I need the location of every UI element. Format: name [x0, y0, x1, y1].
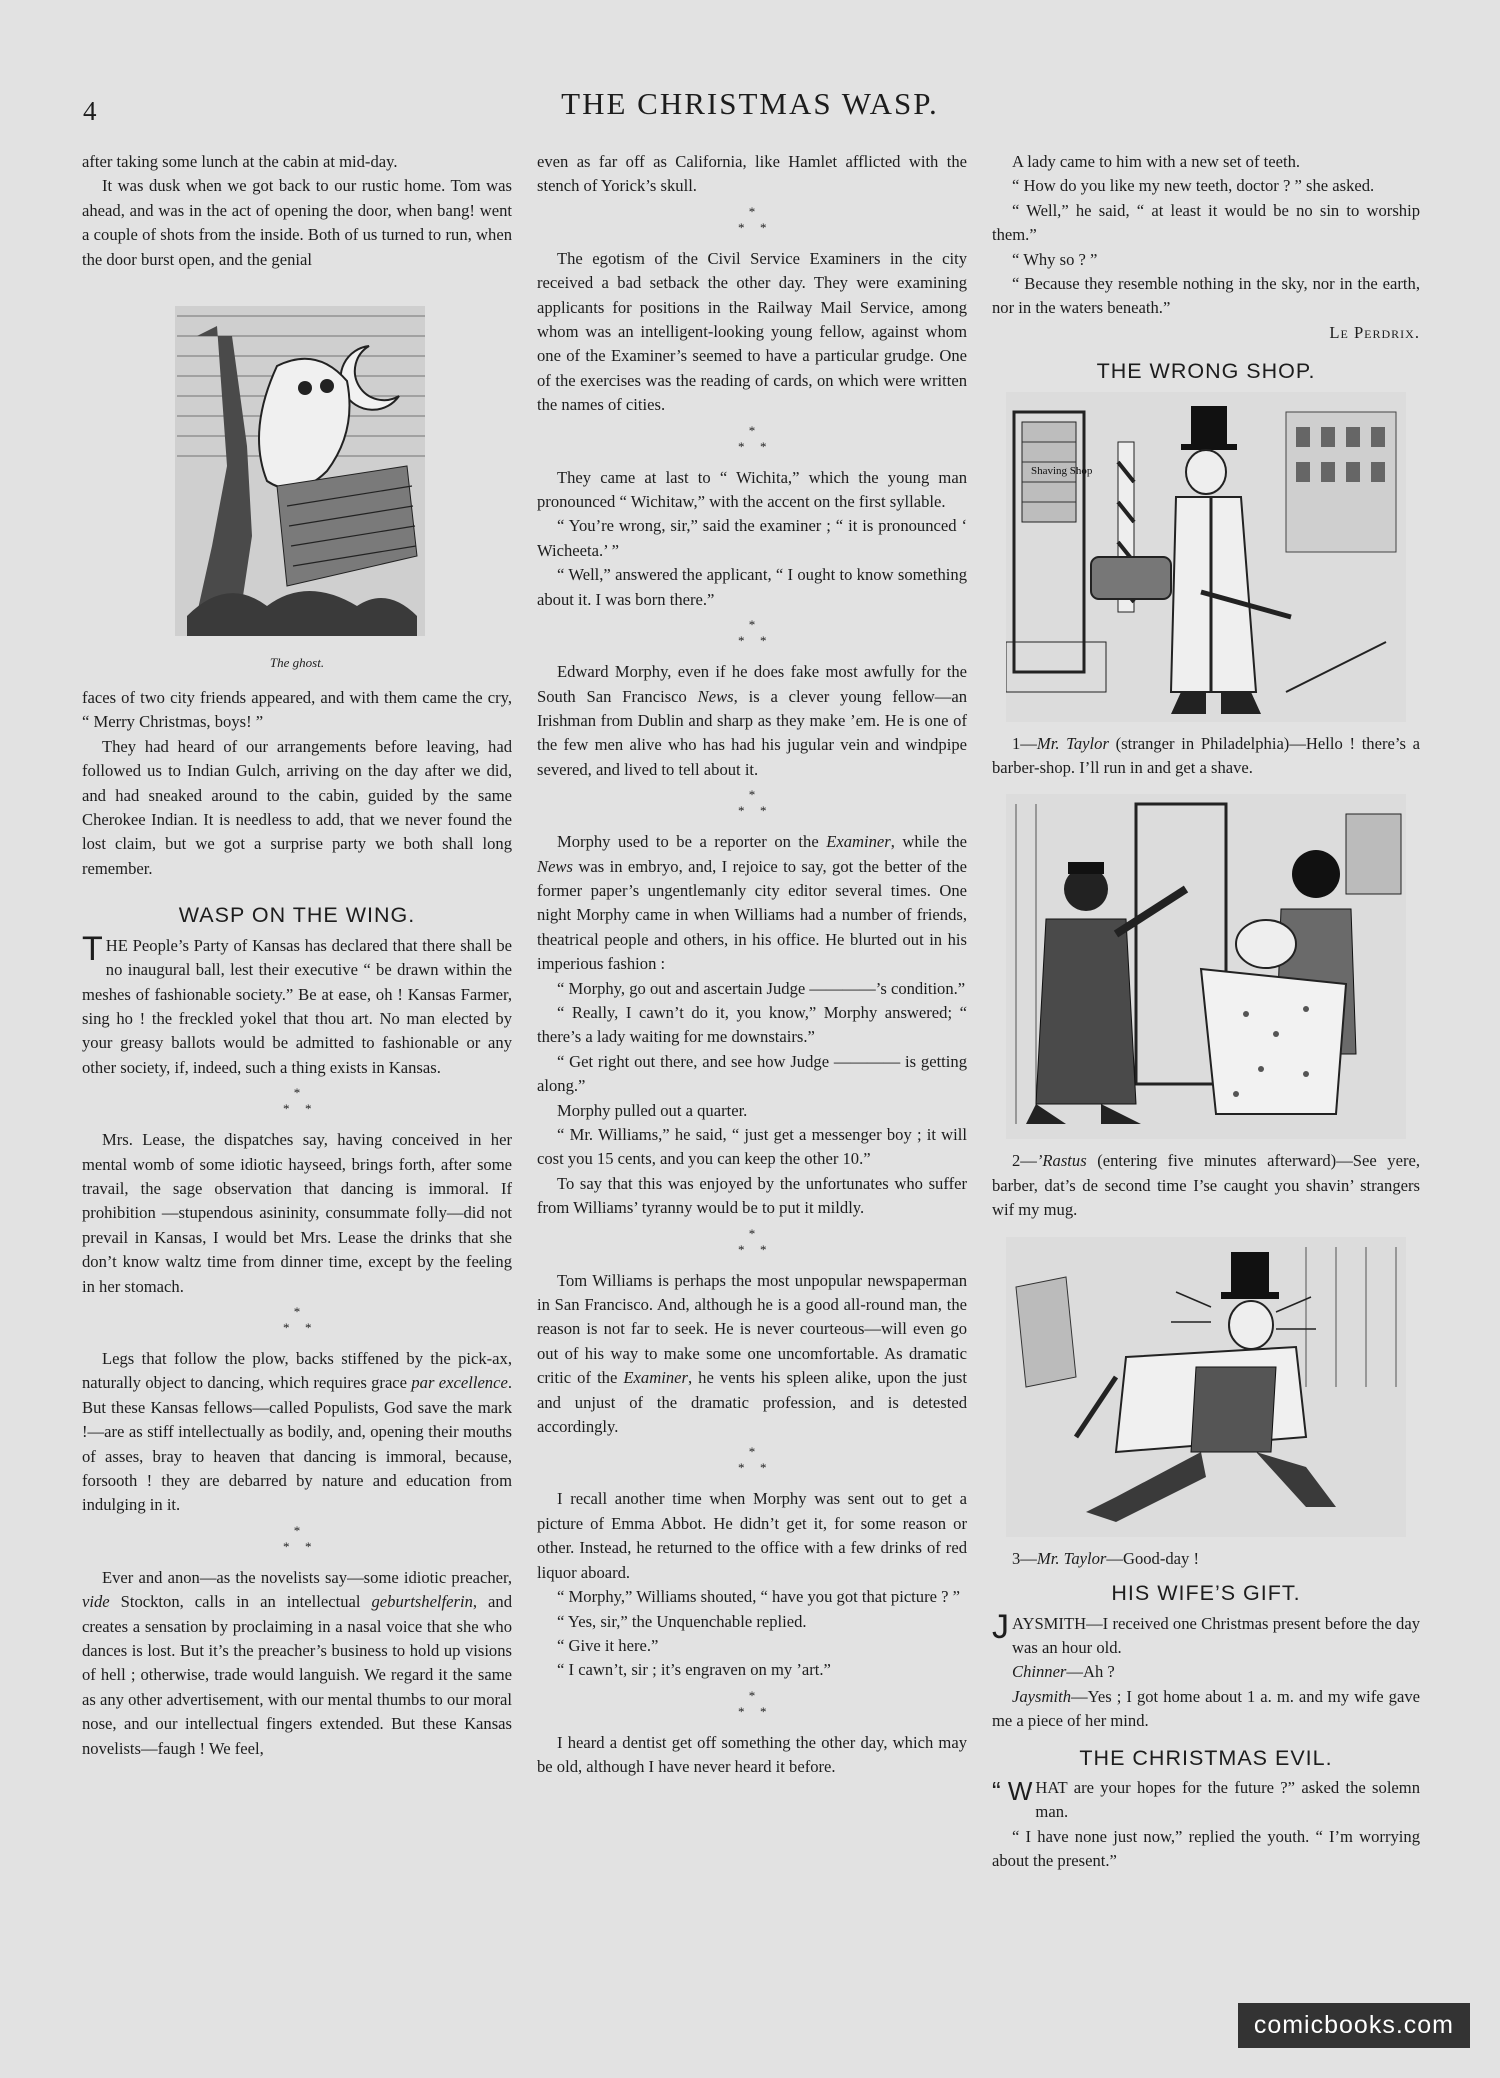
paragraph: after taking some lunch at the cabin at mid-day. [82, 152, 398, 171]
star-divider: * * * [283, 1085, 312, 1117]
paragraph: Morphy pulled out a quarter. [557, 1100, 748, 1120]
italic-text: Chinner [1012, 1662, 1067, 1682]
paragraph [992, 1685, 1420, 1734]
comic-panel-2 [1006, 794, 1406, 1139]
paragraph: “ Because they resemble nothing in the sky, nor in the earth, nor in the waters beneath.” [992, 274, 1420, 318]
paragraph: “ Morphy,” Williams shouted, “ have you got that picture ? ” [557, 1587, 961, 1607]
owl-engraving [157, 296, 437, 651]
paragraph-text: —Yes ; I got home about 1 a. m. and my wife gave me a piece of her mind. [992, 1686, 1420, 1731]
paragraph-text: . But these Kansas fellows—called Populists, God save the mark !—are as stiff intellectually as bodily, and, opening their mouths of asses, bray to heaven that dancing is immoral, because, forsooth ! they are debarred by nature and education from indulging in it. [82, 1373, 512, 1515]
paragraph-text: was in embryo, and, I rejoice to say, got the better of the former paper’s ungentlemanly city editor several times. One night Morphy came in when Williams had a number of friends, theatrical people and others, in his office. He blurted out in his imperious fashion : [537, 856, 967, 974]
comic-panel-3 [1006, 1237, 1406, 1537]
section-heading: THE CHRISTMAS EVIL. [1079, 1745, 1333, 1770]
italic-text: ’Rastus [1036, 1151, 1087, 1171]
caption-number: 2— [1012, 1151, 1037, 1171]
comic-panel-1 [1006, 392, 1406, 722]
paragraph-text: AYSMITH—I received one Christmas present before the day was an hour old. [1012, 1613, 1420, 1657]
paragraph [82, 929, 512, 1080]
section-heading: HIS WIFE’S GIFT. [1111, 1581, 1301, 1606]
paragraph: They came at last to “ Wichita,” which the young man pronounced “ Wichitaw,” with the accent on the first syllable. [537, 467, 967, 512]
section-heading: WASP ON THE WING. [178, 903, 416, 928]
paragraph: They had heard of our arrangements before leaving, had followed us to Indian Gulch, arriving on the day after we did, and had sneaked around to the cabin, guided by the same Cherokee Indian. It is needless to add, that we never found the lost claim, but we got a surprise party we both shall long remember. [82, 736, 512, 878]
paragraph: “ I cawn’t, sir ; it’s engraven on my ’art.” [557, 1660, 831, 1680]
paragraph-text: , and creates a sensation by proclaiming in a nasal voice that she who dances is lost. But it’s the preacher’s business to hold up visions of hell ; otherwise, trade would languish. We regard it the same as any other advertisement, with our mental thumbs to our moral nose, and our intellectual fingers extended. But these Kansas novelists—faugh ! We feel, [82, 1592, 512, 1758]
star-divider: * * * [283, 1303, 312, 1335]
column-1 [82, 150, 512, 1761]
paragraph: “ You’re wrong, sir,” said the examiner ; “ it is pronounced ‘ Wicheeta.’ ” [537, 516, 967, 560]
italic-text: Jaysmith [1012, 1686, 1071, 1706]
column-2 [537, 150, 967, 1780]
paragraph-text: Morphy used to be a reporter on the [557, 832, 827, 852]
watermark: comicbooks.com [1238, 2003, 1470, 2048]
caption-number: 3— [1012, 1548, 1037, 1568]
paragraph-text: Stockton, calls in an intellectual [109, 1592, 372, 1612]
italic-text: News [697, 686, 734, 706]
paragraph: “ Why so ? ” [1012, 249, 1098, 269]
barber-argument-drawing [1006, 794, 1406, 1139]
paragraph-text: HE People’s Party of Kansas has declared that there shall be no inaugural ball, lest their executive “ be drawn within the meshes of fashionable society.” Be at ease, oh ! Kansas Farmer, sing ho ! the freckled yokel that thou art. No man elected by your greasy ballots would be admitted to fashionable or any other society, if, indeed, such a thing exists in Kansas. [82, 935, 512, 1077]
drop-cap: T [82, 929, 103, 968]
italic-text: Mr. Taylor [1036, 1548, 1107, 1568]
paragraph: A lady came to him with a new set of teeth. [1012, 152, 1301, 171]
star-divider: * * * [738, 617, 767, 649]
paragraph: To say that this was enjoyed by the unfortunates who suffer from Williams’ tyranny would be to put it mildly. [537, 1173, 967, 1218]
paragraph: “ Really, I cawn’t do it, you know,” Morphy answered; “ there’s a lady waiting for me downstairs.” [537, 1002, 967, 1047]
comic-caption-2 [992, 1149, 1420, 1222]
paragraph: I heard a dentist get off something the other day, which may be old, although I have never heard it before. [537, 1732, 967, 1777]
paragraph-text: Edward Morphy, even if he does fake most awfully for the South San Francisco [537, 662, 967, 706]
italic-text: Examiner [826, 832, 891, 852]
paragraph [992, 1660, 1420, 1684]
paragraph [537, 830, 967, 976]
paragraph [82, 1347, 512, 1518]
star-divider: * * * [738, 787, 767, 819]
drop-cap: “ W [992, 1775, 1033, 1806]
paragraph-text: HAT are your hopes for the future ?” asked the solemn man. [1035, 1777, 1420, 1822]
paragraph: “ Morphy, go out and ascertain Judge ————’s condition.” [557, 978, 966, 998]
star-divider: * * * [283, 1522, 312, 1554]
figure-caption: The ghost. [269, 655, 325, 671]
italic-text: Mr. Taylor [1036, 733, 1109, 753]
paragraph-text: Tom Williams is perhaps the most unpopular newspaperman in San Francisco. And, although he is a good all-round man, the reason is not far to seek. He is never courteous—will even go out of his way to make some one uncomfortable. As dramatic critic of the [537, 1270, 967, 1388]
page-number: 4 [83, 96, 97, 126]
paragraph [537, 1269, 967, 1440]
caption-text: (entering five minutes afterward)—See yere, barber, dat’s de second time I’se caught you shavin’ strangers wif my mug. [992, 1151, 1420, 1220]
paragraph-text: , while the [890, 832, 967, 852]
paragraph-text: , is a clever young fellow—an Irishman from Dublin and sharp as they make ’em. He is one of the few men alive who has had his jugular vein and windpipe severed, and lived to tell about it. [537, 686, 968, 779]
paragraph-text: , he vents his spleen alike, upon the just and unjust of the dramatic profession, and is detested accordingly. [537, 1368, 967, 1437]
paragraph: “ How do you like my new teeth, doctor ? ” she asked. [1012, 176, 1375, 196]
column-3 [992, 150, 1420, 1874]
paragraph: “ Give it here.” [557, 1635, 659, 1655]
paragraph: The egotism of the Civil Service Examiners in the city received a bad setback the other day. They were examining applicants for positions in the Railway Mail Service, among whom was an intelligent-looking young fellow, against whom one of the Examiner’s seemed to have a particular grudge. One of the exercises was the reading of cards, on which were written the names of cities. [537, 248, 967, 415]
comic-caption-1 [992, 732, 1420, 781]
paragraph: faces of two city friends appeared, and with them came the cry, “ Merry Christmas, boys! ” [82, 688, 512, 732]
paragraph: “ Get right out there, and see how Judge ———— is getting along.” [537, 1051, 967, 1096]
italic-text: geburtshelferin [371, 1592, 473, 1612]
italic-text: vide [82, 1592, 110, 1612]
paragraph: “ Yes, sir,” the Unquenchable replied. [557, 1611, 807, 1631]
star-divider: * * * [738, 1444, 767, 1476]
paragraph-text: Ever and anon—as the novelists say—some idiotic preacher, [102, 1567, 512, 1587]
paragraph: “ Well,” answered the applicant, “ I ought to know something about it. I was born there.” [537, 565, 967, 609]
section-heading: THE WRONG SHOP. [1096, 359, 1316, 384]
paragraph-text: —Ah ? [1066, 1662, 1115, 1682]
shop-sign-text: Shaving Shop [1031, 464, 1093, 477]
paragraph: “ I have none just now,” replied the youth. “ I’m worrying about the present.” [992, 1826, 1420, 1871]
paragraph [992, 1607, 1420, 1661]
paragraph: Mrs. Lease, the dispatches say, having conceived in her mental womb of some idiotic hayseed, brings forth, after some travail, the sage observation that dancing is immoral. If prohibition —stupendous asininity, consummate folly—did not prevail in Kansas, I would bet Mrs. Lease the drinks that she don’t know waltz time from dinner time, except by the feeling in her stomach. [82, 1130, 512, 1296]
paragraph [992, 1776, 1420, 1825]
paragraph: I recall another time when Morphy was sent out to get a picture of Emma Abbot. He didn’t get it, for some reason or other. Instead, he returned to the office with a few drinks of red liquor aboard. [537, 1489, 967, 1582]
italic-text: par excellence [411, 1373, 508, 1393]
running-head: THE CHRISTMAS WASP. [561, 86, 939, 121]
paragraph: “ Mr. Williams,” he said, “ just get a messenger boy ; it will cost you 15 cents, and you can keep the other 10.” [537, 1125, 967, 1169]
paragraph: It was dusk when we got back to our rustic home. Tom was ahead, and was in the act of opening the door, when bang! went a couple of shots from the inside. Both of us turned to run, when the door burst open, and the genial [82, 176, 512, 269]
comic-caption-3 [992, 1547, 1420, 1571]
barber-shop-drawing [1006, 392, 1406, 722]
star-divider: * * * [738, 1687, 767, 1719]
italic-text: Examiner [623, 1368, 688, 1388]
star-divider: * * * [738, 203, 767, 235]
customer-fleeing-drawing [1006, 1237, 1406, 1537]
caption-text: (stranger in Philadelphia)—Hello ! there’s a barber-shop. I’ll run in and get a shave. [992, 733, 1420, 778]
paragraph-text: Legs that follow the plow, backs stiffened by the pick-ax, naturally object to dancing, which requires grace [82, 1348, 512, 1393]
star-divider: * * * [738, 422, 767, 454]
signature: Le Perdrix. [1329, 322, 1420, 342]
caption-text: —Good-day ! [1106, 1548, 1200, 1568]
star-divider: * * * [738, 1225, 767, 1257]
drop-cap: J [992, 1607, 1009, 1646]
paragraph: “ Well,” he said, “ at least it would be no sin to worship them.” [992, 200, 1420, 245]
paragraph [82, 1566, 512, 1761]
paragraph [537, 660, 967, 782]
paragraph: even as far off as California, like Hamlet afflicted with the stench of Yorick’s skull. [537, 152, 967, 196]
owl-illustration [157, 296, 437, 676]
caption-number: 1— [1012, 733, 1037, 753]
italic-text: News [537, 856, 573, 876]
